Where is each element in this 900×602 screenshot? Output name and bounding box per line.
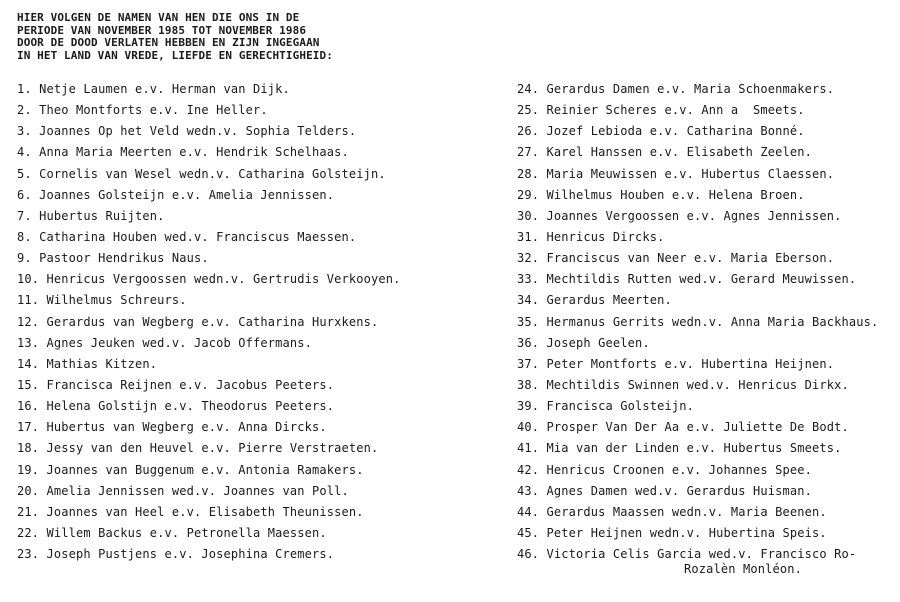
list-item [17,504,400,525]
entry-number: 36. [517,335,540,350]
entry-number: 46. [517,547,540,562]
entry-text: Peter Heijnen wedn.v. Hubertina Speis. [546,525,827,540]
entry-number: 12. [17,314,40,329]
list-item [17,483,400,504]
list-item [517,271,878,292]
list-item [517,440,878,461]
entry-number: 26. [517,124,540,139]
entry-text: Prosper Van Der Aa e.v. Juliette De Bodt. [546,420,849,435]
document-header [17,12,333,62]
entry-text: Jozef Lebioda e.v. Catharina Bonné. [546,124,805,139]
entry-text: Francisca Reijnen e.v. Jacobus Peeters. [46,377,335,392]
entry-text: Mia van der Linden e.v. Hubertus Smeets. [546,441,842,456]
entry-number: 18. [17,441,40,456]
entry-number: 14. [17,356,40,371]
list-item [17,546,400,567]
entry-number: 15. [17,377,40,392]
header-line: DOOR DE DOOD VERLATEN HEBBEN EN ZIJN INGEGAAN [17,36,320,49]
entry-number: 29. [517,187,540,202]
list-item [517,144,878,165]
entry-number: 41. [517,441,540,456]
list-item [17,187,400,208]
list-item [17,440,400,461]
entry-number: 16. [17,399,40,414]
entry-number: 39. [517,399,540,414]
entry-text: Joannes van Heel e.v. Elisabeth Theunissen. [46,504,364,519]
header-line: HIER VOLGEN DE NAMEN VAN HEN DIE ONS IN DE [17,11,300,24]
entry-number: 45. [517,525,540,540]
entry-number: 38. [517,377,540,392]
list-item [17,250,400,271]
entry-number: 32. [517,251,540,266]
list-item [517,123,878,144]
list-item [517,419,878,440]
entry-text: Peter Montforts e.v. Hubertina Heijnen. [546,356,835,371]
entry-text: Maria Meuwissen e.v. Hubertus Claessen. [546,166,835,181]
entry-text: Gerardus van Wegberg e.v. Catharina Hurxkens. [46,314,379,329]
entry-number: 23. [17,547,40,562]
list-item [517,504,878,525]
entry-number: 35. [517,314,540,329]
entry-text: Joannes Golsteijn e.v. Amelia Jennissen. [39,187,335,202]
entry-number: 6. [17,187,32,202]
entry-text: Gerardus Meerten. [546,293,672,308]
entry-number: 20. [17,483,40,498]
entry-text: Franciscus van Neer e.v. Maria Eberson. [546,251,835,266]
entry-text: Joseph Geelen. [546,335,650,350]
entry-text: Hubertus Ruijten. [39,208,165,223]
entry-text: Agnes Jeuken wed.v. Jacob Offermans. [46,335,312,350]
entry-text: Anna Maria Meerten e.v. Hendrik Schelhaas. [39,145,349,160]
entry-text: Gerardus Damen e.v. Maria Schoenmakers. [546,82,835,96]
entry-text: Netje Laumen e.v. Herman van Dijk. [39,82,290,96]
list-item [517,356,878,377]
list-item [517,166,878,187]
entry-number: 27. [517,145,540,160]
list-item [517,229,878,250]
entry-text: Mathias Kitzen. [46,356,158,371]
entry-text: Helena Golstijn e.v. Theodorus Peeters. [46,399,335,414]
entry-number: 4. [17,145,32,160]
entry-text: Reinier Scheres e.v. Ann a Smeets. [546,103,805,118]
list-item [517,377,878,398]
list-item [17,292,400,313]
list-item [517,335,878,356]
list-item [17,144,400,165]
entry-number: 34. [517,293,540,308]
entry-number: 37. [517,356,540,371]
entry-text: Henricus Vergoossen wedn.v. Gertrudis Verkooyen. [46,272,401,287]
entry-text: Wilhelmus Schreurs. [46,293,187,308]
entry-number: 25. [517,103,540,118]
entry-text: Catharina Houben wed.v. Franciscus Maessen. [39,229,357,244]
entry-number: 9. [17,251,32,266]
entry-text: Joannes van Buggenum e.v. Antonia Ramakers. [46,462,364,477]
list-item [17,123,400,144]
list-item [17,229,400,250]
list-item [517,483,878,504]
entry-text: Joannes Op het Veld wedn.v. Sophia Telders. [39,124,357,139]
entry-text: Cornelis van Wesel wedn.v. Catharina Golsteijn. [39,166,386,181]
entry-number: 19. [17,462,40,477]
entry-continuation: Rozalèn Monléon. [684,562,802,577]
entry-text: Karel Hanssen e.v. Elisabeth Zeelen. [546,145,812,160]
entry-number: 13. [17,335,40,350]
header-line: PERIODE VAN NOVEMBER 1985 TOT NOVEMBER 1986 [17,23,307,37]
list-item [17,462,400,483]
entry-text: Joseph Pustjens e.v. Josephina Cremers. [46,547,335,562]
entry-text: Willem Backus e.v. Petronella Maessen. [46,525,327,540]
entry-text: Hubertus van Wegberg e.v. Anna Dircks. [46,420,327,435]
list-item [17,398,400,419]
entry-text: Victoria Celis Garcia wed.v. Francisco Ro- [546,547,857,562]
entry-number: 2. [17,103,32,118]
list-item [17,335,400,356]
list-item [517,525,878,546]
left-name-list [17,81,400,567]
list-item [517,208,878,229]
list-item [517,292,878,313]
entry-text: Henricus Dircks. [546,229,665,244]
entry-text: Pastoor Hendrikus Naus. [39,251,209,266]
list-item [517,187,878,208]
entry-number: 40. [517,420,540,435]
entry-text: Amelia Jennissen wed.v. Joannes van Poll. [46,483,349,498]
entry-number: 11. [17,293,40,308]
header-line: IN HET LAND VAN VREDE, LIEFDE EN GERECHTIGHEID: [17,48,333,62]
list-item [17,377,400,398]
entry-text: Gerardus Maassen wedn.v. Maria Beenen. [546,504,827,519]
list-item [17,102,400,123]
entry-text: Mechtildis Rutten wed.v. Gerard Meuwissen. [546,272,857,287]
list-item [17,271,400,292]
entry-text: Mechtildis Swinnen wed.v. Henricus Dirkx. [546,377,849,392]
entry-number: 22. [17,525,40,540]
entry-text: Agnes Damen wed.v. Gerardus Huisman. [546,483,812,498]
list-item [17,208,400,229]
entry-number: 42. [517,462,540,477]
entry-text: Francisca Golsteijn. [546,399,694,414]
list-item [517,102,878,123]
entry-number: 31. [517,229,540,244]
entry-number: 8. [17,229,32,244]
list-item [17,314,400,335]
entry-number: 30. [517,208,540,223]
entry-number: 43. [517,483,540,498]
entry-text: Wilhelmus Houben e.v. Helena Broen. [546,187,805,202]
entry-text: Hermanus Gerrits wedn.v. Anna Maria Backhaus. [546,314,879,329]
list-item [17,166,400,187]
entry-number: 3. [17,124,32,139]
list-item [17,525,400,546]
entry-text: Jessy van den Heuvel e.v. Pierre Verstraeten. [46,441,379,456]
list-item [17,356,400,377]
entry-text: Joannes Vergoossen e.v. Agnes Jennissen. [546,208,842,223]
list-item [517,314,878,335]
entry-number: 5. [17,166,32,181]
list-item [17,81,400,102]
list-item [517,398,878,419]
entry-number: 21. [17,504,40,519]
entry-number: 24. [517,82,540,96]
entry-number: 33. [517,272,540,287]
entry-number: 7. [17,208,32,223]
entry-text: Henricus Croonen e.v. Johannes Spee. [546,462,812,477]
entry-text: Theo Montforts e.v. Ine Heller. [39,103,268,118]
list-item [517,250,878,271]
entry-number: 28. [517,166,540,181]
right-name-list [517,81,878,576]
list-item [17,419,400,440]
entry-number: 17. [17,420,40,435]
entry-number: 44. [517,504,540,519]
entry-number: 10. [17,272,40,287]
entry-number: 1. [17,82,32,96]
list-item [517,462,878,483]
list-item [517,81,878,102]
